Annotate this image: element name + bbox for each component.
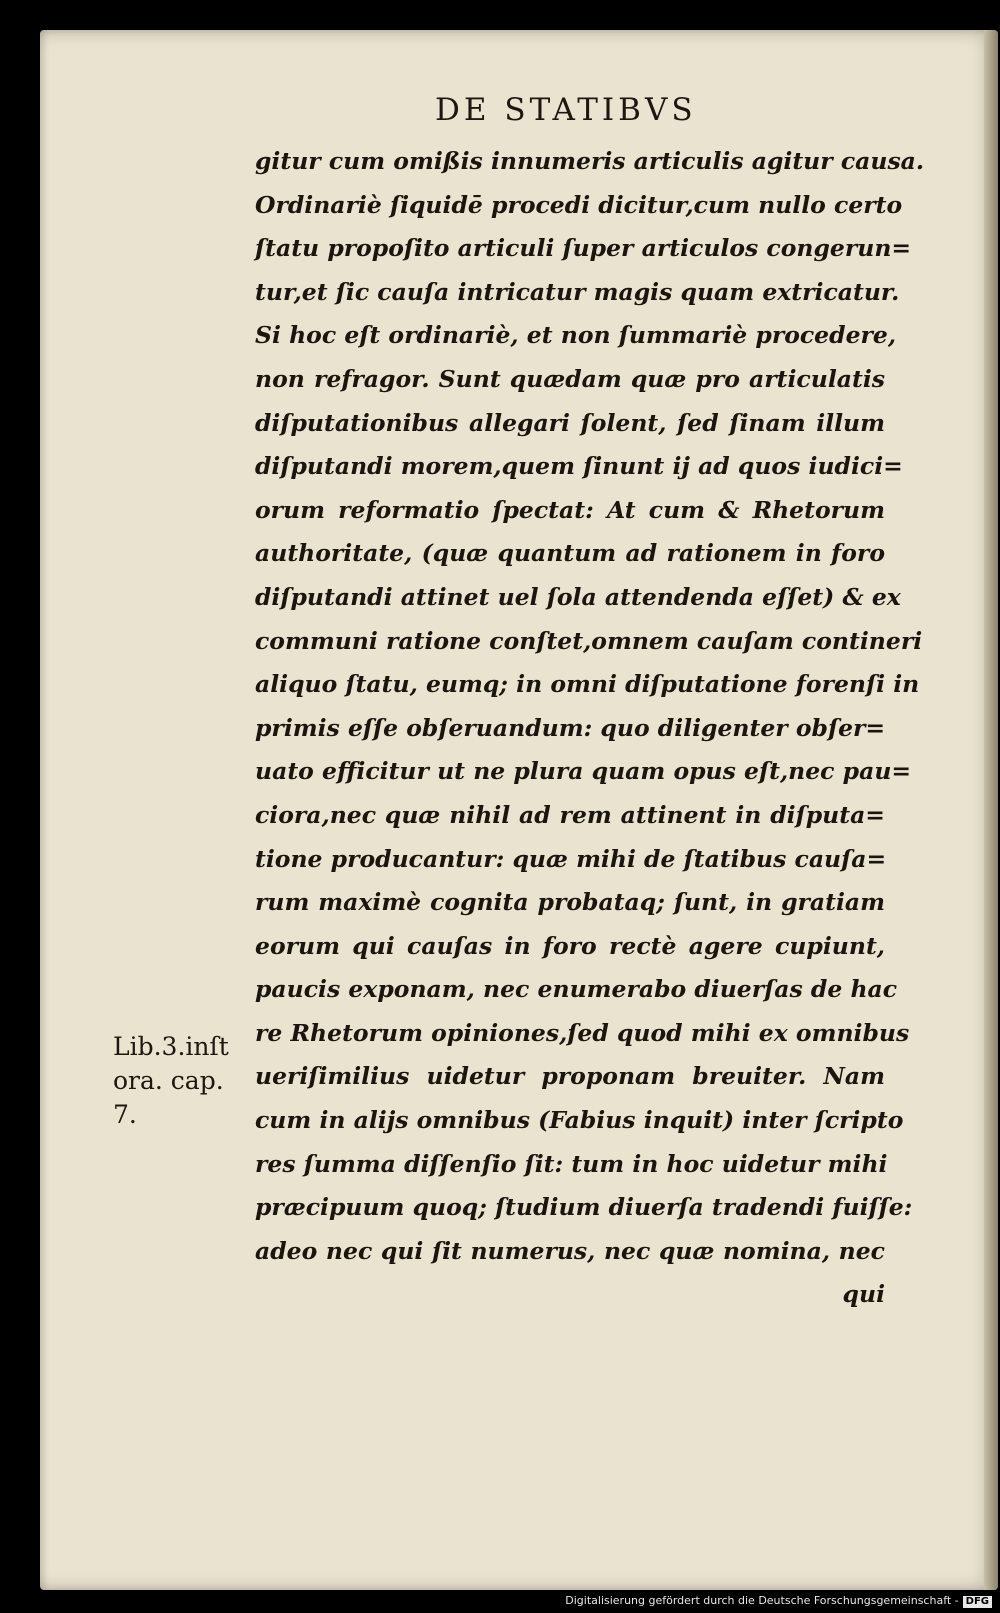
text-line: paucis exponam, nec enumerabo diuerſas de hac [255,975,898,1004]
text-line: aliquo ſtatu, eumq; in omni diſputatione forenſi in [255,670,920,699]
text-line: authoritate, (quæ quantum ad rationem in foro [255,539,885,568]
page-edge [984,30,998,1590]
text-line: communi ratione conſtet,omnem cauſam contineri [255,626,923,655]
text-line: diſputandi morem,quem ſinunt ij ad quos iudici= [255,452,903,481]
text-line: eorum qui cauſas in foro rectè agere cupiunt, [255,931,885,960]
digitization-footer [565,1594,992,1608]
running-head: DE STATIBVS [435,92,697,128]
text-line: tur,et ſic cauſa intricatur magis quam extricatur. [255,277,900,306]
text-line: tione producantur: quæ mihi de ſtatibus cauſa= [255,844,887,873]
marginal-note [113,1030,253,1132]
text-line: ueriſimilius uidetur proponam breuiter. Nam [255,1062,885,1091]
text-line: cum in aliјs omnibus (Fabius inquit) inter ſcripto [255,1106,904,1135]
text-line: adeo nec qui ſit numerus, nec quæ nomina, nec [255,1236,885,1265]
body-text [255,140,925,1317]
text-line: diſputandi attinet uel ſola attendenda eſſet) & ex [255,582,901,611]
catchword: qui [842,1280,885,1309]
dfg-logo: DFG [963,1596,992,1608]
text-line: non refragor. Sunt quædam quæ pro articulatis [255,364,885,393]
text-line: Si hoc eſt ordinariè, et non ſummariè procedere, [255,321,897,350]
text-line: ſtatu propoſito articuli ſuper articulos congerun= [255,234,912,263]
marginal-note-line: 7. [113,1100,137,1129]
text-line: ciora,nec quæ nihil ad rem attinent in diſputa= [255,800,885,829]
marginal-note-line: ora. cap. [113,1066,224,1095]
text-line: diſputationibus allegari ſolent, ſed ſinam illum [255,408,885,437]
text-line: orum reformatio ſpectat: At cum & Rhetorum [255,495,885,524]
text-line: Ordinariè ſiquidē procedi dicitur,cum nullo certo [255,190,903,219]
text-line: uato efficitur ut ne plura quam opus eſt,nec pau= [255,757,912,786]
marginal-note-line: Lib.3.inſt [113,1032,229,1061]
footer-text: Digitalisierung gefördert durch die Deutsche Forschungsgemeinschaft - [565,1594,959,1607]
text-line: rum maximè cognita probataq; ſunt, in gratiam [255,888,885,917]
text-line: re Rhetorum opiniones,ſed quod mihi ex omnibus [255,1018,910,1047]
text-line: gitur cum omißis innumeris articulis agitur causa. [255,147,925,175]
text-line: primis eſſe obſeruandum: quo diligenter obſer= [255,713,886,742]
text-line: præcipuum quoq; ſtudium diuerſa tradendi fuiſſe: [255,1193,913,1222]
text-line: res ſumma diſſenſio ſit: tum in hoc uidetur mihi [255,1149,888,1178]
